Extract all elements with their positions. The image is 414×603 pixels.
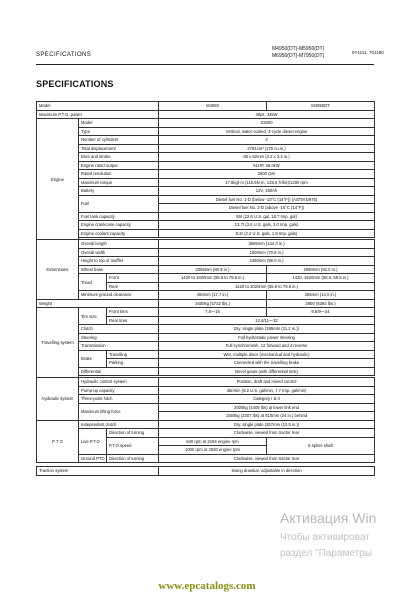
travelling-group-label: Travelling system [37, 308, 79, 378]
table-row [37, 248, 375, 257]
spec-sublabel: Rear [107, 282, 159, 291]
table-row [37, 110, 375, 119]
table-row [37, 299, 375, 308]
max-pto-value: 40ps, 34kW [159, 110, 375, 119]
table-row [37, 325, 375, 334]
spec-label: Live P.T.O [79, 429, 107, 455]
pto-group-label: P T O [37, 420, 79, 463]
table-row [37, 454, 375, 463]
spec-label: Steering [79, 333, 159, 342]
spec-label: Type [79, 127, 159, 136]
header-section-label: SPECIFICATIONS [36, 52, 92, 58]
os-activation-watermark-line-2: Чтобы активироват [280, 532, 370, 543]
max-pto-label: Maximum P.T.O. power [37, 110, 159, 119]
spec-sublabel: Front tires [107, 308, 159, 317]
spec-value: 2900 (6393 lbs.) [267, 299, 375, 308]
spec-value: Vertical, water-cooled, 4-cycle diesel engine [159, 127, 375, 136]
model-b: M4950DT [267, 102, 375, 111]
table-row [37, 136, 375, 145]
spec-label: Bore and stroke [79, 153, 159, 162]
spec-value: Connected with the travelling brake [159, 359, 375, 368]
spec-label: Clutch [79, 325, 159, 334]
os-activation-watermark-line-3: раздел "Параметры [280, 548, 372, 559]
table-row [37, 342, 375, 351]
table-row [37, 187, 375, 196]
spec-label: Minimum ground clearance [79, 291, 159, 300]
spec-label: Wheel base [79, 265, 159, 274]
table-row [37, 367, 375, 376]
spec-value: 2490mm (98.0 in.) [159, 257, 375, 266]
spec-label: Brake [79, 350, 107, 367]
spec-value: 1420, 1520mm (55.9, 59.8 in.) [267, 274, 375, 283]
spec-label: Model [79, 119, 159, 128]
spec-value: Bevel gears (with differential lock) [159, 367, 375, 376]
spec-label: Overall length [79, 240, 159, 249]
spec-value: 6 spline shaft [267, 437, 375, 454]
table-row [37, 161, 375, 170]
spec-value: 85 x 82mm (3.3 x 3.2 in.) [159, 153, 375, 162]
spec-value: 2781cm³ (170 cu.in.) [159, 144, 375, 153]
hydraulic-group-label: Hydraulic system [37, 378, 79, 421]
table-row [37, 119, 375, 128]
os-activation-watermark-title: Активация Win [280, 510, 377, 526]
table-row [37, 195, 375, 204]
spec-label: Fuel tank capacity [79, 212, 159, 221]
model-label: Model [37, 102, 159, 111]
spec-sublabel: Direction of turning [107, 454, 159, 463]
spec-value [159, 195, 375, 204]
fuel-astm: (ASTM D975) [291, 196, 318, 202]
spec-label: Ground PTO [79, 454, 107, 463]
table-row [37, 291, 375, 300]
table-row [37, 221, 375, 230]
spec-value: 1800mm (70.9 in.) [159, 248, 375, 257]
spec-label: Tire size [79, 308, 107, 325]
header-page-ref: 9Y1111, 701180 [352, 50, 384, 55]
spec-label: Traction system [37, 467, 159, 476]
spec-value: 1580kg (3307 lbs) at 610mm (24 in.) behind [159, 412, 375, 421]
spec-label: Engine rated output [79, 161, 159, 170]
spec-sublabel: Travelling [107, 350, 159, 359]
spec-value: 35ℓ/min (9.2 U.S. gal/min, 7.7 Imp. gal/min) [159, 386, 375, 395]
spec-sublabel: Parking [107, 359, 159, 368]
table-row [37, 229, 375, 238]
spec-value: Clockwise, viewed from tractor rear [159, 429, 375, 438]
spec-value: 3665mm (144.3 in.) [159, 240, 375, 249]
spec-value: 1420 to 2020mm (55.9 to 79.5 in.) [159, 282, 375, 291]
spec-label: Total displacement [79, 144, 159, 153]
spec-table [36, 101, 375, 476]
spec-value: 2600kg (5732 lbs.) [159, 299, 267, 308]
table-row [37, 144, 375, 153]
footer-source-url: www.epcatalogs.com [158, 580, 256, 592]
table-row [37, 403, 375, 412]
spec-sublabel: Rear tires [107, 316, 159, 325]
table-row [37, 395, 375, 404]
spec-value: 17.8kgf·m (115.5N·m, 128.5 ft·lbs)/1200 rpm [159, 178, 375, 187]
spec-label: Battery [79, 187, 159, 196]
header-model-line-2: M6950(DT)-M7950(DT) [272, 53, 325, 59]
spec-label: Number of cylinders [79, 136, 159, 145]
spec-value: 8.2ℓ (2.2 U.S. gals, 1.8 Imp. gals) [159, 229, 375, 238]
spec-label: Tread [79, 274, 107, 291]
engine-group-label: Engine [37, 119, 79, 240]
spec-label: Height to top of muffler [79, 257, 159, 266]
table-row [37, 308, 375, 317]
page-title: SPECIFICATIONS [36, 79, 114, 89]
spec-label: Rated revolution [79, 170, 159, 179]
spec-label: Hydraulic control system [79, 378, 159, 387]
spec-value: 7.5—16 [159, 308, 267, 317]
table-row [37, 127, 375, 136]
spec-value: Full hydrostatic power steering [159, 333, 375, 342]
table-row [37, 333, 375, 342]
spec-value: 9.5/9—24 [267, 308, 375, 317]
spec-value: Wet, multiple discs (mechanical and hydraulic) [159, 350, 375, 359]
spec-value: Dry, single plate (267mm (10.5 in.)) [159, 420, 375, 429]
spec-value: 13.7ℓ (3.6 U.S. gals, 3.0 Imp. gals) [159, 221, 375, 230]
table-row [37, 350, 375, 359]
spec-label: Maximum torque [79, 178, 159, 187]
spec-value: Position, draft and mixed control [159, 378, 375, 387]
spec-sublabel: P.T.O speed [107, 437, 159, 454]
spec-value: 55ℓ (22.6 U.S. gal, 18.7 Imp. gal) [159, 212, 375, 221]
header-divider [36, 64, 374, 65]
table-row [37, 153, 375, 162]
spec-value: S2800 [159, 119, 375, 128]
spec-value: Full synchromesh, 12 forward and 4 reverse [159, 342, 375, 351]
table-row [37, 386, 375, 395]
spec-value: 4 [159, 136, 375, 145]
table-row [37, 467, 375, 476]
spec-value: Dry, single plate (285mm (11.2 in.)) [159, 325, 375, 334]
spec-value: 355mm (14.0 in.) [267, 291, 375, 300]
spec-label: Weight [37, 299, 159, 308]
table-row [37, 429, 375, 438]
spec-value: 450mm (17.7 in.) [159, 291, 267, 300]
spec-value: 12V, 150Ah [159, 187, 375, 196]
table-row [37, 102, 375, 111]
spec-value: 2000kg (4409 lbs) at lower link end [159, 403, 375, 412]
spec-value: 1420 to 1920mm (55.9 to 75.6 in.) [159, 274, 267, 283]
table-row [37, 265, 375, 274]
spec-label: Three-point hitch [79, 395, 159, 404]
spec-value: 1000 rpm at 2530 engine rpm [159, 446, 267, 455]
spec-value: 540 rpm at 2194 engine rpm [159, 437, 267, 446]
header-model-range [272, 46, 384, 60]
spec-label: Engine crankcase capacity [79, 221, 159, 230]
fuel-line-1: Diesel fuel No. 1-D (below -10°C (14°F)) [215, 196, 291, 202]
spec-value: Category I & II [159, 395, 375, 404]
fuel-line-2: Diesel fuel No. 2-D (above -10°C (14°F)) [159, 204, 375, 213]
spec-value: Swing drawbar, adjustable in direction [159, 467, 375, 476]
spec-value: Clockwise, viewed from tractor rear [159, 454, 375, 463]
spec-label: Maximum lifting force [79, 403, 159, 420]
spec-value: 51HP, 38.0kW [159, 161, 375, 170]
spec-sublabel: Front [107, 274, 159, 283]
spec-label: Independent clutch [79, 420, 159, 429]
table-row [37, 257, 375, 266]
header-model-line-1: M4950(DT)-M5950(DT) [272, 46, 325, 52]
table-row [37, 212, 375, 221]
spec-label: Pump-up capacity [79, 386, 159, 395]
spec-label: Transmission [79, 342, 159, 351]
model-a: M4950 [159, 102, 267, 111]
spec-label: Fuel [79, 195, 159, 212]
spec-label: Differential [79, 367, 159, 376]
table-row [37, 240, 375, 249]
table-row [37, 178, 375, 187]
spec-label: Overall width [79, 248, 159, 257]
spec-label: Engine coolant capacity [79, 229, 159, 238]
table-row [37, 420, 375, 429]
spec-value: 12.4/11—32 [159, 316, 375, 325]
table-row [37, 170, 375, 179]
spec-value: 2055mm (80.9 in.) [159, 265, 267, 274]
spec-value: 2600 rpm [159, 170, 375, 179]
dimensions-group-label: Dimensions [37, 240, 79, 300]
spec-value: 2080mm (82.0 in.) [267, 265, 375, 274]
table-row [37, 378, 375, 387]
spec-sublabel: Direction of turning [107, 429, 159, 438]
